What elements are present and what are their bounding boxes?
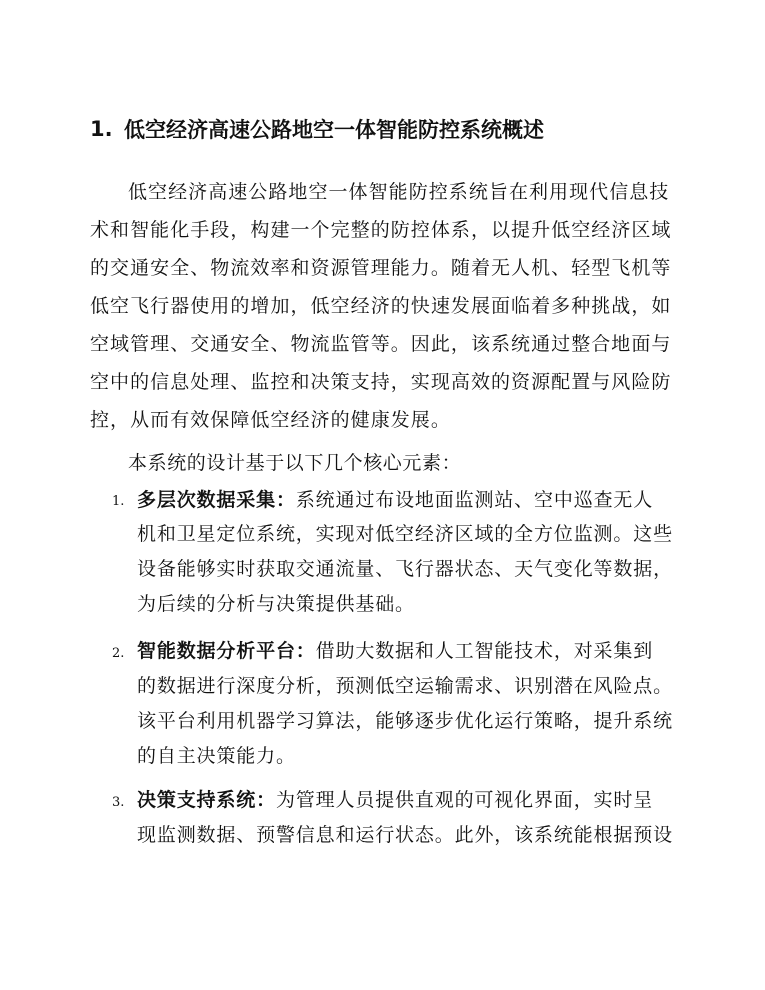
list-item-line: 的自主决策能力。: [137, 745, 296, 767]
list-item-line: 该平台利用机器学习算法，能够逐步优化运行策略，提升系统: [137, 710, 673, 732]
section-heading: [90, 113, 544, 145]
paragraph-line: 低空飞行器使用的增加，低空经济的快速发展面临着多种挑战，如: [90, 295, 672, 317]
list-item-line: 设备能够实时获取交通流量、飞行器状态、天气变化等数据，: [137, 558, 673, 580]
list-item-number: 3.: [112, 795, 125, 810]
list-item-term: 多层次数据采集：: [137, 489, 296, 511]
list-item-term: 智能数据分析平台：: [137, 640, 316, 662]
list-item-line: 机和卫星定位系统，实现对低空经济区域的全方位监测。这些: [137, 523, 673, 545]
section-title: 低空经济高速公路地空一体智能防控系统概述: [124, 118, 544, 142]
list-item-first-line: [137, 788, 653, 812]
list-item-line: 现监测数据、预警信息和运行状态。此外，该系统能根据预设: [137, 824, 673, 846]
paragraph-line: 的交通安全、物流效率和资源管理能力。随着无人机、轻型飞机等: [90, 257, 672, 279]
list-item-number: 1.: [112, 494, 125, 509]
paragraph-line: 空域管理、交通安全、物流监管等。因此，该系统通过整合地面与: [90, 333, 672, 355]
list-item-first-line: [137, 488, 653, 512]
list-item-text: 为管理人员提供直观的可视化界面，实时呈: [275, 789, 654, 811]
list-item-number: 2.: [112, 646, 125, 661]
paragraph-line: 术和智能化手段，构建一个完整的防控体系，以提升低空经济区域: [90, 219, 672, 241]
list-item-line: 为后续的分析与决策提供基础。: [137, 593, 415, 615]
section-number: 1.: [90, 117, 113, 141]
paragraph-line: 低空经济高速公路地空一体智能防控系统旨在利用现代信息技: [128, 181, 670, 203]
paragraph-line: 控，从而有效保障低空经济的健康发展。: [90, 409, 451, 431]
paragraph-line: 空中的信息处理、监控和决策支持，实现高效的资源配置与风险防: [90, 371, 672, 393]
list-item-text: 借助大数据和人工智能技术，对采集到: [315, 640, 654, 662]
list-item-first-line: [137, 639, 653, 663]
list-item-text: 系统通过布设地面监测站、空中巡查无人: [295, 489, 654, 511]
list-item-line: 的数据进行深度分析，预测低空运输需求、识别潜在风险点。: [137, 675, 673, 697]
list-item-term: 决策支持系统：: [137, 789, 276, 811]
list-intro: 本系统的设计基于以下几个核心元素：: [128, 452, 462, 474]
